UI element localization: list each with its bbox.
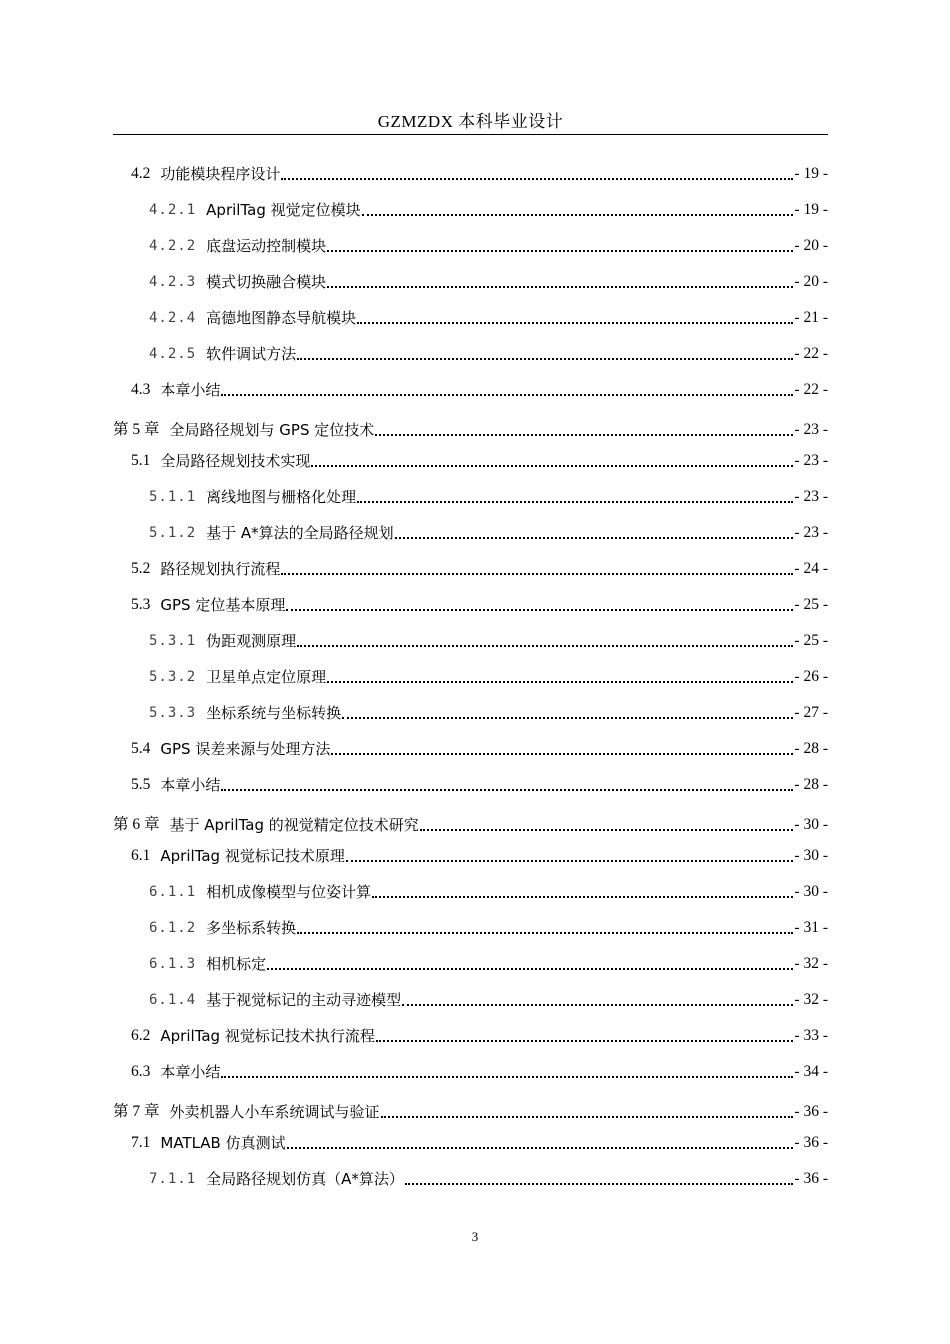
toc-entry[interactable] [149, 666, 828, 688]
toc-entry-title: 全局路径规划技术实现 [160, 452, 311, 470]
toc-entry-page: - 24 - [794, 560, 828, 577]
toc-entry-number: 4.2.5 [149, 346, 197, 362]
toc-leader-dots [331, 751, 793, 755]
toc-entry-page: - 30 - [794, 816, 828, 833]
toc-entry-page: - 20 - [794, 237, 828, 254]
toc-entry-title: AprilTag 视觉定位模块 [206, 201, 361, 219]
toc-entry-title: 本章小结 [160, 1063, 221, 1081]
toc-entry-number: 5.1 [131, 452, 151, 469]
toc-entry-number: 6.1.4 [149, 992, 197, 1008]
toc-entry[interactable] [149, 989, 828, 1011]
toc-entry-number: 5.3 [131, 596, 151, 613]
toc-entry-page: - 28 - [794, 776, 828, 793]
toc-entry-title: 伪距观测原理 [206, 632, 297, 650]
toc-entry-number: 7.1.1 [149, 1171, 197, 1187]
toc-entry-page: - 23 - [794, 488, 828, 505]
toc-entry-title: 基于视觉标记的主动寻迹模型 [206, 991, 402, 1009]
toc-entry-number: 7.1 [131, 1134, 151, 1151]
toc-leader-dots [327, 284, 793, 288]
toc-entry[interactable] [149, 1168, 828, 1190]
toc-leader-dots [402, 1002, 793, 1006]
toc-entry-number: 5.3.3 [149, 705, 197, 721]
toc-leader-dots [420, 827, 794, 831]
toc-entry-page: - 19 - [794, 201, 828, 218]
page-header-title: GZMZDX 本科毕业设计 [377, 112, 564, 131]
toc-leader-dots [342, 715, 793, 719]
toc-leader-dots [327, 679, 793, 683]
toc-entry-page: - 32 - [794, 955, 828, 972]
toc-entry[interactable] [131, 774, 828, 796]
toc-entry-page: - 22 - [794, 345, 828, 362]
toc-entry-title: 高德地图静态导航模块 [206, 309, 357, 327]
toc-leader-dots [297, 930, 793, 934]
toc-entry-number: 第 6 章 [113, 816, 160, 833]
toc-entry-number: 第 7 章 [113, 1103, 160, 1120]
toc-entry-title: 全局路径规划与 GPS 定位技术 [169, 421, 375, 439]
toc-entry-page: - 33 - [794, 1027, 828, 1044]
toc-entry-title: 模式切换融合模块 [206, 273, 327, 291]
toc-entry-title: 卫星单点定位原理 [206, 668, 327, 686]
toc-entry-title: 本章小结 [160, 381, 221, 399]
toc-entry-page: - 23 - [794, 524, 828, 541]
toc-leader-dots [297, 643, 793, 647]
toc-entry[interactable] [149, 307, 828, 329]
toc-entry-title: 基于 AprilTag 的视觉精定位技术研究 [169, 816, 419, 834]
toc-entry-page: - 30 - [794, 847, 828, 864]
toc-entry-number: 5.3.1 [149, 633, 197, 649]
toc-entry-number: 4.2.3 [149, 274, 197, 290]
toc-leader-dots [221, 392, 793, 396]
toc-entry-title: 软件调试方法 [206, 345, 297, 363]
toc-entry-page: - 27 - [794, 704, 828, 721]
toc-entry-title: 功能模块程序设计 [160, 165, 281, 183]
toc-entry-page: - 20 - [794, 273, 828, 290]
toc-entry-number: 5.1.1 [149, 489, 197, 505]
toc-entry[interactable] [149, 702, 828, 724]
toc-entry-page: - 31 - [794, 919, 828, 936]
toc-entry[interactable] [131, 1061, 828, 1083]
toc-entry-title: MATLAB 仿真测试 [160, 1134, 286, 1152]
toc-entry-title: 坐标系统与坐标转换 [206, 704, 342, 722]
toc-entry[interactable] [131, 845, 828, 867]
toc-entry-number: 5.5 [131, 776, 151, 793]
toc-leader-dots [362, 212, 794, 216]
toc-entry-number: 第 5 章 [113, 421, 160, 438]
toc-entry-title: 外卖机器人小车系统调试与验证 [169, 1103, 380, 1121]
toc-entry-title: 本章小结 [160, 776, 221, 794]
toc-entry[interactable] [131, 1025, 828, 1047]
toc-entry-title: GPS 定位基本原理 [160, 596, 286, 614]
page-number: 3 [471, 1229, 479, 1244]
toc-entry[interactable] [149, 235, 828, 257]
toc-leader-dots [357, 320, 793, 324]
toc-entry[interactable] [131, 450, 828, 472]
toc-entry-number: 5.3.2 [149, 669, 197, 685]
toc-entry-title: AprilTag 视觉标记技术执行流程 [160, 1027, 375, 1045]
toc-entry-title: 相机成像模型与位姿计算 [206, 883, 372, 901]
toc-entry[interactable] [131, 163, 828, 185]
toc-entry-title: 底盘运动控制模块 [206, 237, 327, 255]
toc-entry[interactable] [149, 343, 828, 365]
toc-leader-dots [405, 1181, 794, 1185]
toc-leader-dots [287, 1145, 794, 1149]
toc-entry-page: - 21 - [794, 309, 828, 326]
toc-entry-page: - 23 - [794, 421, 828, 438]
toc-entry[interactable] [131, 558, 828, 580]
toc-leader-dots [327, 248, 793, 252]
toc-entry[interactable] [113, 419, 828, 441]
toc-entry[interactable] [149, 199, 828, 221]
toc-entry-page: - 25 - [794, 632, 828, 649]
toc-leader-dots [281, 571, 793, 575]
toc-entry-title: 离线地图与栅格化处理 [206, 488, 357, 506]
toc-leader-dots [357, 499, 793, 503]
toc-entry-title: 相机标定 [206, 955, 267, 973]
toc-entry[interactable] [149, 271, 828, 293]
toc-entry-page: - 34 - [794, 1063, 828, 1080]
toc-entry-page: - 28 - [794, 740, 828, 757]
toc-entry-page: - 19 - [794, 165, 828, 182]
toc-entry-number: 6.3 [131, 1063, 151, 1080]
toc-entry-number: 6.1.1 [149, 884, 197, 900]
toc-entry-number: 4.2.1 [149, 202, 197, 218]
toc-entry-number: 4.2.2 [149, 238, 197, 254]
toc-entry-title: AprilTag 视觉标记技术原理 [160, 847, 345, 865]
toc-entry-number: 5.1.2 [149, 525, 197, 541]
toc-entry-number: 6.1.3 [149, 956, 197, 972]
toc-entry[interactable] [149, 522, 828, 544]
toc-entry-page: - 26 - [794, 668, 828, 685]
toc-entry-title: 多坐标系转换 [206, 919, 297, 937]
toc-entry[interactable] [149, 917, 828, 939]
toc-entry-number: 6.1 [131, 847, 151, 864]
toc-entry[interactable] [149, 486, 828, 508]
toc-entry-page: - 36 - [794, 1134, 828, 1151]
toc-entry-page: - 30 - [794, 883, 828, 900]
toc-entry-title: 全局路径规划仿真（A*算法） [206, 1170, 404, 1188]
toc-leader-dots [311, 463, 793, 467]
toc-entry[interactable] [113, 1101, 828, 1123]
toc-entry-title: GPS 误差来源与处理方法 [160, 740, 331, 758]
toc-entry-number: 4.3 [131, 381, 151, 398]
toc-entry[interactable] [149, 630, 828, 652]
toc-entry[interactable] [149, 953, 828, 975]
toc-entry-title: 路径规划执行流程 [160, 560, 281, 578]
toc-leader-dots [221, 1074, 793, 1078]
toc-entry-title: 基于 A*算法的全局路径规划 [206, 524, 394, 542]
toc-entry[interactable] [131, 738, 828, 760]
toc-leader-dots [297, 356, 793, 360]
toc-entry-number: 6.1.2 [149, 920, 197, 936]
toc-entry-page: - 32 - [794, 991, 828, 1008]
toc-entry-number: 4.2.4 [149, 310, 197, 326]
toc-entry[interactable] [113, 814, 828, 836]
toc-entry-page: - 36 - [794, 1170, 828, 1187]
toc-leader-dots [381, 1114, 794, 1118]
toc-leader-dots [267, 966, 793, 970]
toc-entry-page: - 36 - [794, 1103, 828, 1120]
toc-entry[interactable] [131, 379, 828, 401]
toc-leader-dots [346, 858, 794, 862]
toc-entry[interactable] [131, 1132, 828, 1154]
toc-leader-dots [286, 607, 793, 611]
toc-entry-number: 4.2 [131, 165, 151, 182]
toc-entry[interactable] [131, 594, 828, 616]
toc-entry-number: 6.2 [131, 1027, 151, 1044]
toc-leader-dots [281, 176, 793, 180]
toc-entry-page: - 23 - [794, 452, 828, 469]
toc-leader-dots [376, 1038, 794, 1042]
toc-entry-number: 5.4 [131, 740, 151, 757]
toc-entry-number: 5.2 [131, 560, 151, 577]
toc-entry-page: - 22 - [794, 381, 828, 398]
toc-leader-dots [375, 432, 793, 436]
toc-leader-dots [221, 787, 793, 791]
toc-leader-dots [372, 894, 793, 898]
toc-entry[interactable] [149, 881, 828, 903]
toc-entry-page: - 25 - [794, 596, 828, 613]
toc-leader-dots [395, 535, 794, 539]
